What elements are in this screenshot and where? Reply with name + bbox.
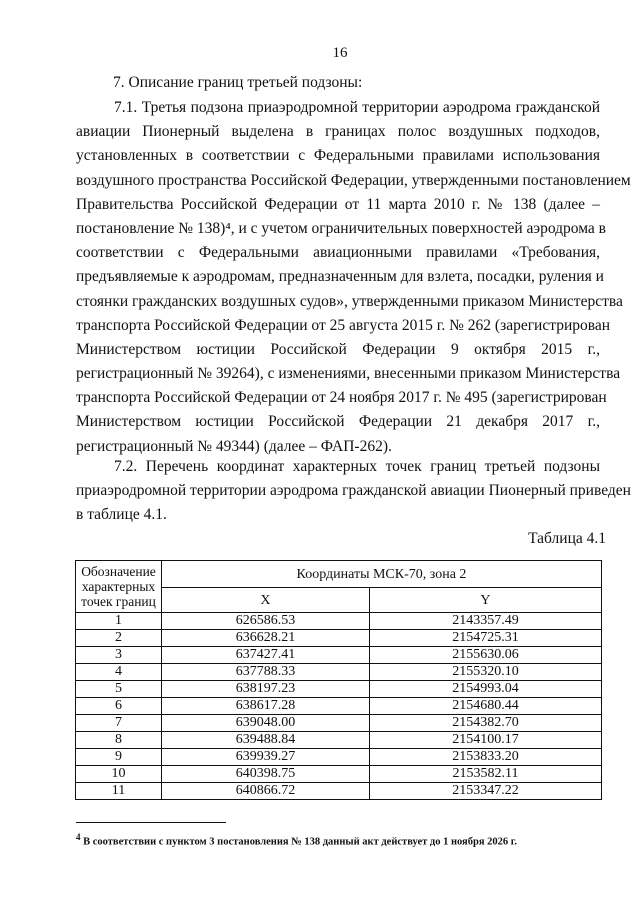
- table-row: [76, 783, 602, 800]
- table-row: [76, 681, 602, 698]
- cell-x: 638197.23: [162, 681, 370, 698]
- text-line: транспорта Российской Федерации от 24 ноября 2017 г. № 495 (зарегистрирован: [76, 389, 607, 407]
- cell-y: 2143357.49: [369, 613, 601, 630]
- paragraph-7-1: [76, 96, 631, 459]
- cell-x: 637427.41: [162, 647, 370, 664]
- cell-point: 3: [76, 647, 162, 664]
- cell-point: 7: [76, 715, 162, 732]
- text-line: установленных в соответствии с Федеральными правилами использования: [76, 147, 600, 165]
- cell-x: 640866.72: [162, 783, 370, 800]
- text-line: Правительства Российской Федерации от 11 марта 2010 г. № 138 (далее –: [76, 195, 600, 213]
- page-number: 16: [332, 45, 348, 61]
- cell-x: 639048.00: [162, 715, 370, 732]
- cell-y: 2153347.22: [369, 783, 601, 800]
- text-line: приаэродромной территории аэродрома гражданской авиации Пионерный приведен: [76, 482, 631, 500]
- text-line: соответствии с Федеральными авиационными правилами «Требования,: [76, 244, 600, 262]
- cell-point: 8: [76, 732, 162, 749]
- footnote-text: В соответствии с пунктом 3 постановления № 138 данный акт действует до 1 ноября 2026 г.: [83, 836, 517, 848]
- col-header-point: Обозначение характерных точек границ: [76, 561, 162, 613]
- text-line: стоянки гражданских воздушных судов», утвержденными приказом Министерства: [76, 292, 623, 310]
- cell-x: 639939.27: [162, 749, 370, 766]
- cell-y: 2155630.06: [369, 647, 601, 664]
- cell-point: 5: [76, 681, 162, 698]
- cell-x: 638617.28: [162, 698, 370, 715]
- table-row: [76, 766, 602, 783]
- cell-y: 2154680.44: [369, 698, 601, 715]
- footnote-divider: [76, 822, 226, 823]
- table-row: [76, 749, 602, 766]
- cell-point: 4: [76, 664, 162, 681]
- text-line: предъявляемые к аэродромам, предназначенным для взлета, посадки, руления и: [76, 268, 604, 286]
- text-line: 7.2. Перечень координат характерных точек границ третьей подзоны: [114, 458, 600, 475]
- table-row: [76, 613, 602, 630]
- cell-point: 10: [76, 766, 162, 783]
- text-line: регистрационный № 39264), с изменениями, внесенными приказом Министерства: [76, 365, 621, 383]
- cell-y: 2154725.31: [369, 630, 601, 647]
- text-line: Министерством юстиции Российской Федерации 21 декабря 2017 г.,: [76, 413, 600, 431]
- table-row: [76, 630, 602, 647]
- text-line: 7.1. Третья подзона приаэродромной территории аэродрома гражданской: [114, 99, 600, 116]
- footnote: [76, 832, 517, 848]
- footnote-mark: 4: [76, 832, 81, 842]
- cell-y: 2153833.20: [369, 749, 601, 766]
- cell-x: 639488.84: [162, 732, 370, 749]
- table-row: [76, 647, 602, 664]
- cell-point: 11: [76, 783, 162, 800]
- col-header-y: Y: [369, 588, 601, 613]
- cell-y: 2154993.04: [369, 681, 601, 698]
- text-line: авиации Пионерный выделена в границах полос воздушных подходов,: [76, 123, 600, 141]
- cell-y: 2153582.11: [369, 766, 601, 783]
- section-heading: 7. Описание границ третьей подзоны:: [113, 74, 363, 91]
- table-row: [76, 698, 602, 715]
- coordinates-table: [75, 560, 602, 800]
- text-line: транспорта Российской Федерации от 25 августа 2015 г. № 262 (зарегистрирован: [76, 316, 611, 334]
- cell-x: 637788.33: [162, 664, 370, 681]
- text-line: воздушного пространства Российской Федерации, утвержденными постановлением: [76, 171, 631, 189]
- cell-point: 1: [76, 613, 162, 630]
- table-row: [76, 664, 602, 681]
- cell-y: 2155320.10: [369, 664, 601, 681]
- cell-point: 2: [76, 630, 162, 647]
- cell-x: 636628.21: [162, 630, 370, 647]
- paragraph-7-2: [76, 455, 631, 528]
- table-caption: Таблица 4.1: [528, 530, 606, 547]
- table-row: [76, 732, 602, 749]
- col-header-x: X: [162, 588, 370, 613]
- text-line: Министерством юстиции Российской Федерации 9 октября 2015 г.,: [76, 340, 600, 358]
- cell-y: 2154100.17: [369, 732, 601, 749]
- text-line: регистрационный № 49344) (далее – ФАП-262).: [76, 437, 392, 455]
- cell-point: 6: [76, 698, 162, 715]
- cell-x: 626586.53: [162, 613, 370, 630]
- cell-x: 640398.75: [162, 766, 370, 783]
- cell-y: 2154382.70: [369, 715, 601, 732]
- text-line: постановление № 138)⁴, и с учетом ограничительных поверхностей аэродрома в: [76, 219, 607, 237]
- text-line: в таблице 4.1.: [76, 506, 167, 524]
- col-header-coordinates: Координаты МСК-70, зона 2: [162, 561, 602, 588]
- table-row: [76, 715, 602, 732]
- cell-point: 9: [76, 749, 162, 766]
